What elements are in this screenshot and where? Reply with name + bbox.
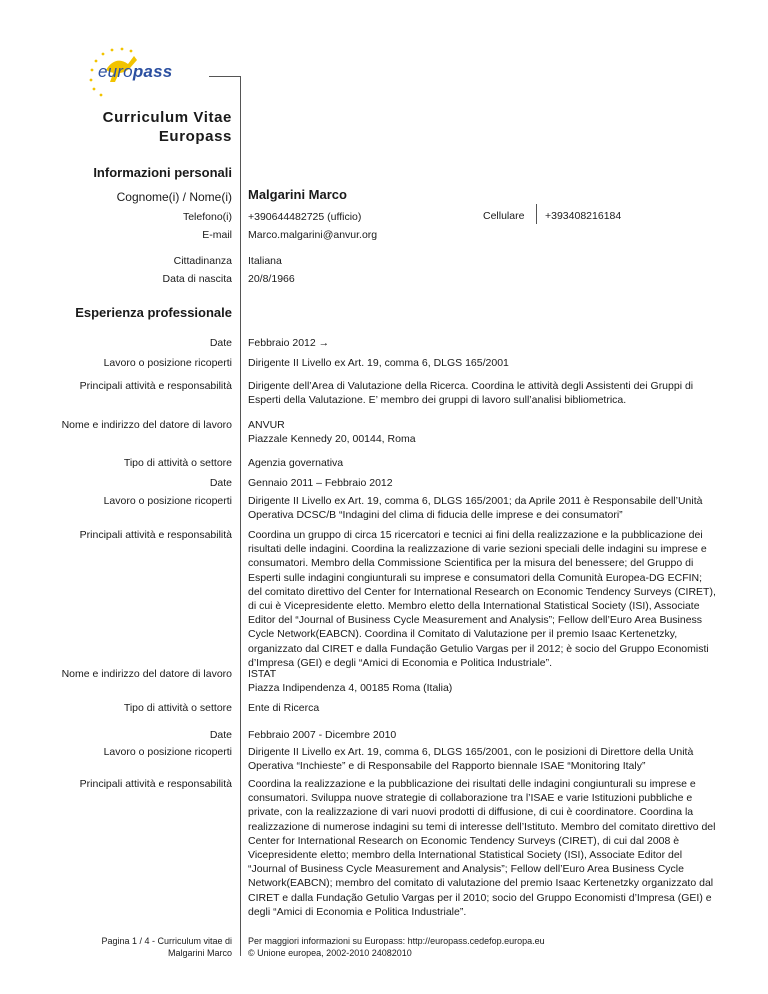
job-1-position: Dirigente II Livello ex Art. 19, comma 6, DLGS 165/2001: [248, 357, 509, 369]
job-2-date: Gennaio 2011 – Febbraio 2012: [248, 477, 393, 489]
job-3-date-label: Date: [209, 729, 232, 741]
page-footer-right: [248, 935, 545, 959]
name-label: Cognome(i) / Nome(i): [116, 190, 232, 204]
job-1-sector-label: Tipo di attività o settore: [123, 457, 232, 469]
job-3-date: Febbraio 2007 - Dicembre 2010: [248, 729, 397, 741]
job-2-date-label: Date: [209, 477, 232, 489]
job-2-employer-name: ISTAT: [248, 668, 277, 680]
job-3-position: Dirigente II Livello ex Art. 19, comma 6, DLGS 165/2001, con le posizioni di Direttore della Unità Operativa “Inchieste” e di Responsabile del Rapporto biennale ISAE “Monitoring Italy”: [248, 746, 694, 773]
citizenship-value: Italiana: [248, 255, 282, 267]
job-1-employer-name: ANVUR: [248, 419, 285, 431]
job-2-employer-address: Piazza Indipendenza 4, 00185 Roma (Italia): [248, 682, 453, 694]
column-divider: [240, 76, 241, 956]
footer-page-info: Pagina 1 / 4 - Curriculum vitae di: [101, 936, 232, 946]
job-1-date: Febbraio 2012 →: [248, 337, 330, 349]
job-1-position-label: Lavoro o posizione ricoperti: [103, 357, 232, 369]
job-3-activities: Coordina la realizzazione e la pubblicazione dei risultati delle indagini congiunturali su imprese e consumatori. Sviluppa nuove strategie di collaborazione tra l’ISAE e varie Istituzioni pubbliche e private, con la realizzazione di vari nuovi prodotti di diffusione, di cui è coordinatore. Coordina la realizzazione di numerose indagini su temi di interesse dell’Istituto. Membro del comitato direttivo del Center for International Research on Economic Tendency Surveys (CIRET), di cui dal 2008 è Vicepresidente eletto; membro della International Statistical Society (ISI), Associate Editor del “Journal of Business Cycle Measurement and Analysis”; Fellow dell’Euro Area Business Cycle Network(EABCN); membro del comitato di valutazione del premio Isaac Kertenetzky organizzato dal CIRET e dalla Fundação Getulio Vargas per il 2010; socio del Gruppo Economisti d’Impresa (GEI) e degli “Amici di Economia e Politica Industriale”.: [248, 778, 716, 918]
job-2-position-label: Lavoro o posizione ricoperti: [103, 495, 232, 507]
email-label: E-mail: [202, 229, 232, 241]
phone-value: +390644482725 (ufficio): [248, 211, 362, 223]
document-title: [103, 108, 232, 146]
mobile-separator: [536, 204, 537, 224]
job-2-sector: Ente di Ricerca: [248, 702, 320, 714]
job-1-employer-address: Piazzale Kennedy 20, 00144, Roma: [248, 433, 416, 445]
job-2-activities: Coordina un gruppo di circa 15 ricercatori e tecnici ai fini della realizzazione e la pubblicazione dei risultati delle indagini. Coordina la realizzazione di varie sezioni speciali delle indagini su imprese e consumatori. Membro della Commissione Scientifica per la misura del benessere; del Gruppo di Esperti sulle indagini congiunturali su imprese e consumatori della Comunità Europea-DG ECFIN; del comitato direttivo del Center for International Research on Economic Tendency Surveys (CIRET), di cui è Vicepresidente eletto. Membro eletto della International Statistical Society (ISI), Associate Editor del “Journal of Business Cycle Measurement and Analysis”; Fellow dell’Euro Area Business Cycle Network(EABCN). Coordina il Comitato di Valutazione per il premio Isaac Kertenetzky, organizzato dal CIRET e dalla Fundação Getulio Vargas per il 2012; è socio del Gruppo Economisti d’Impresa (GEI) e degli “Amici di Economia e Politica Industriale”.: [248, 529, 716, 669]
job-1-sector: Agenzia governativa: [248, 457, 344, 469]
job-1-activities: Dirigente dell’Area di Valutazione della Ricerca. Coordina le attività degli Assistenti dei Gruppi di Esperti della Valutazione. E’ membro dei gruppi di lavoro sull’analisi bibliometrica.: [248, 380, 694, 407]
header-rule: [209, 76, 240, 77]
job-2-sector-label: Tipo di attività o settore: [123, 702, 232, 714]
job-2-employer-label: Nome e indirizzo del datore di lavoro: [61, 668, 232, 680]
job-2-position: Dirigente II Livello ex Art. 19, comma 6, DLGS 165/2001; da Aprile 2011 è Responsabile dell’Unità Operativa DCSC/B “Indagini del clima di fiducia delle imprese e dei consumatori”: [248, 495, 703, 522]
job-1-date-label: Date: [209, 337, 232, 349]
mobile-label: Cellulare: [483, 210, 525, 222]
name-value: Malgarini Marco: [248, 187, 347, 202]
job-1-activities-label: Principali attività e responsabilità: [79, 380, 232, 392]
page-footer-left: [101, 935, 232, 959]
section-personal-info: Informazioni personali: [93, 165, 232, 180]
title-line-1: Curriculum Vitae: [102, 109, 232, 126]
job-1-employer-label: Nome e indirizzo del datore di lavoro: [61, 419, 232, 431]
section-experience: Esperienza professionale: [75, 305, 232, 320]
citizenship-label: Cittadinanza: [173, 255, 232, 267]
email-value[interactable]: Marco.malgarini@anvur.org: [248, 229, 378, 241]
birthdate-label: Data di nascita: [162, 273, 232, 285]
europass-wordmark: europass: [98, 62, 173, 81]
footer-owner: Malgarini Marco: [167, 948, 232, 958]
job-3-activities-label: Principali attività e responsabilità: [79, 778, 232, 790]
title-line-2: Europass: [158, 128, 232, 145]
job-2-activities-label: Principali attività e responsabilità: [79, 529, 232, 541]
footer-europass-link[interactable]: Per maggiori informazioni su Europass: http://europass.cedefop.europa.eu: [248, 936, 545, 946]
phone-label: Telefono(i): [182, 211, 232, 223]
job-3-position-label: Lavoro o posizione ricoperti: [103, 746, 232, 758]
mobile-value: +393408216184: [545, 210, 622, 222]
footer-copyright: © Unione europea, 2002-2010 24082010: [248, 948, 412, 958]
birthdate-value: 20/8/1966: [248, 273, 295, 285]
